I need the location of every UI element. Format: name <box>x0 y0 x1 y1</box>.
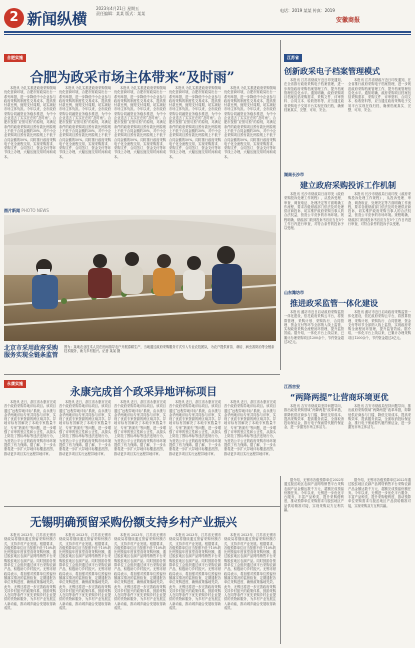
bottom-col-4: 本报讯 2023年，江苏省无锡市财政局将继续通过预留采购份额方式，支持乡村产业发展。根据要求，各级预算单位应当按照不低于10%的比例预留年度食堂食材采购份额，通过脱贫地区农副产品网络销售平台采购脱贫地区农副产品。同时鼓励各预算单位工会组织通过该平台采购农副产品，积极助力乡村振兴。无锡市财政局表示，将加强对预算单位预留份额落实情况的监督检查，定期通报各单位采购进度，确保政策落地见效。此外，无锡还将进一步完善政府采购支持乡村振兴的政策体系，鼓励采购人在同等条件下优先采购乡村企业提供的货物和服务，为乡村产业发展注入新动能，推动城乡融合发展取得新成效。 <box>169 533 221 611</box>
photo-caption-title: 北京市采用政府采购服务实现全链条监管 <box>4 345 59 359</box>
right-jiangsu-col-2: 本报讯 江苏省财政厅近日印发通知，在全省推行政府采购电子档案管理，进一步规范政府采购档案管理工作，提升档案管理信息化水平。通知明确，政府采购项目档案包括采购需求、采购文件、评审资料、合同文本、验收资料等，应当通过政府采购电子交易平台实现在线归档，确保档案真实、完整、可用、安全。 <box>348 78 411 113</box>
photo-caption: 图为：某地农业技术人员在田间指导农户开展春耕生产，当地通过政府采购服务方式引入专业农技团队，为农户提供育苗、栽培、病虫害防治等全链条技术服务，助力乡村振兴。记者 某某 摄 <box>64 345 275 354</box>
top-story-col-1: 本报讯 为扎实推进政府采购领域优化营商环境，合肥市财政局出台一系列举措，进一步降低中小企业参与政府采购的制度性交易成本，提高预付款比例，缩短支付周期，切实减轻市场主体负担。今年以来，全市政府采购合同融资业务稳步推进，为中小企业送去了实实在在的“及时雨”。合肥市按照“应预尽预”的原则，对满足条件的政府采购项目预付款比例原则上不低于合同金额的30%，对中小企业采购项目预付款比例原则上不低于合同金额的50%。同时推行政府采购电子化全流程交易，实现采购需求、采购文件、合同签订、资金支付等环节线上办理，大幅压缩交易时间和成本。 <box>4 86 56 159</box>
page-number-badge: 2 <box>4 8 24 28</box>
right-weifang-col-2: 本报讯 潍坊市近日启动政府采购监管一体化建设，依托政府采购云平台，将预算管理、采购计划、采购执行、合同管理、资金支付等环节全部纳入线上监管，实现政府采购全流程闭环管理，提升监管效能。据介绍，一体化平台上线以来，已累计办理采购项目1200余个，节约资金超过3亿元。 <box>348 310 411 340</box>
bottom-col-1: 本报讯 2023年，江苏省无锡市财政局将继续通过预留采购份额方式，支持乡村产业发展。根据要求，各级预算单位应当按照不低于10%的比例预留年度食堂食材采购份额，通过脱贫地区农副产品网络销售平台采购脱贫地区农副产品。同时鼓励各预算单位工会组织通过该平台采购农副产品，积极助力乡村振兴。无锡市财政局表示，将加强对预算单位预留份额落实情况的监督检查，定期通报各单位采购进度，确保政策落地见效。此外，无锡还将进一步完善政府采购支持乡村振兴的政策体系，鼓励采购人在同等条件下优先采购乡村企业提供的货物和服务，为乡村产业发展注入新动能，推动城乡融合发展取得新成效。 <box>4 533 56 611</box>
middle-story-tag: 永康实施 <box>4 380 26 388</box>
middle-col-1: 本报讯 近日，浙江省永康市完成首个政府采购异地评标项目。该项目通过“远程异地评标”系统，由永康与金华两地评标专家共同参与评审，实现了优质专家资源的跨区域共享。异地评标有效解决了本地专家数量不足、专家“熟面孔”等问题，进一步增强了评审的独立性和公正性，从源头上防范了围标串标等违法违规行为，为营造公平公正的政府采购市场环境提供了有力保障。据了解，下一步永康将进一步扩大异地评标覆盖范围，推动更多项目实行远程异地评审。 <box>4 400 56 456</box>
bottom-col-5: 本报讯 2023年，江苏省无锡市财政局将继续通过预留采购份额方式，支持乡村产业发展。根据要求，各级预算单位应当按照不低于10%的比例预留年度食堂食材采购份额，通过脱贫地区农副产品网络销售平台采购脱贫地区农副产品。同时鼓励各预算单位工会组织通过该平台采购农副产品，积极助力乡村振兴。无锡市财政局表示，将加强对预算单位预留份额落实情况的监督检查，定期通报各单位采购进度，确保政策落地见效。此外，无锡还将进一步完善政府采购支持乡村振兴的政策体系，鼓励采购人在同等条件下优先采购乡村企业提供的货物和服务，为乡村产业发展注入新动能，推动城乡融合发展取得新成效。 <box>224 533 276 611</box>
news-photo <box>4 215 276 341</box>
top-story-tag: 合肥实施 <box>4 54 26 62</box>
section-name: 新闻纵横 <box>27 10 88 28</box>
top-story-col-5: 本报讯 为扎实推进政府采购领域优化营商环境，合肥市财政局出台一系列举措，进一步降低中小企业参与政府采购的制度性交易成本，提高预付款比例，缩短支付周期，切实减轻市场主体负担。今年以来，全市政府采购合同融资业务稳步推进，为中小企业送去了实实在在的“及时雨”。合肥市按照“应预尽预”的原则，对满足条件的政府采购项目预付款比例原则上不低于合同金额的30%，对中小企业采购项目预付款比例原则上不低于合同金额的50%。同时推行政府采购电子化全流程交易，实现采购需求、采购文件、合同签订、资金支付等环节线上办理，大幅压缩交易时间和成本。 <box>224 86 276 159</box>
farm-photo-image <box>4 215 276 341</box>
right-tag-jian: 江西吉安 <box>284 384 300 389</box>
section-separator-2 <box>4 506 280 507</box>
right-tag-weifang: 山东潍坊市 <box>284 290 304 295</box>
bottom-story-title: 无锡明确预留采购份额支持乡村产业振兴 <box>30 515 237 529</box>
photo-news-label: 图片新闻 PHOTO NEWS <box>4 208 49 213</box>
column-divider-lower <box>280 476 281 644</box>
section-separator <box>4 374 280 375</box>
right-weifang-col-1: 本报讯 潍坊市近日启动政府采购监管一体化建设，依托政府采购云平台，将预算管理、采购计划、采购执行、合同管理、资金支付等环节全部纳入线上监管，实现政府采购全流程闭环管理，提升监管效能。据介绍，一体化平台上线以来，已累计办理采购项目1200余个，节约资金超过3亿元。 <box>284 310 344 345</box>
right-title-jian: “两降两提”让营商环境更优 <box>290 393 389 402</box>
middle-col-5: 本报讯 近日，浙江省永康市完成首个政府采购异地评标项目。该项目通过“远程异地评标”系统，由永康与金华两地评标专家共同参与评审，实现了优质专家资源的跨区域共享。异地评标有效解决了本地专家数量不足、专家“熟面孔”等问题，进一步增强了评审的独立性和公正性，从源头上防范了围标串标等违法违规行为，为营造公平公正的政府采购市场环境提供了有力保障。据了解，下一步永康将进一步扩大异地评标覆盖范围，推动更多项目实行远程异地评审。 <box>224 400 276 456</box>
right-title-weifang: 推进政采监管一体化建设 <box>290 299 378 308</box>
middle-col-3: 本报讯 近日，浙江省永康市完成首个政府采购异地评标项目。该项目通过“远程异地评标”系统，由永康与金华两地评标专家共同参与评审，实现了优质专家资源的跨区域共享。异地评标有效解决了本地专家数量不足、专家“熟面孔”等问题，进一步增强了评审的独立性和公正性，从源头上防范了围标串标等违法违规行为，为营造公平公正的政府采购市场环境提供了有力保障。据了解，下一步永康将进一步扩大异地评标覆盖范围，推动更多项目实行远程异地评审。 <box>114 400 166 456</box>
header-rule-thin <box>4 34 411 35</box>
bottom-right-col-2: 据介绍，无锡市各级预算单位2022年通过脱贫地区农副产品网络销售平台采购农副产品金额达数千万元，超额完成预留份额任务。今年以来，无锡进一步优化平台服务，丰富产品种类，提升采购便利度，推动预算单位采购需求与脱贫地区产品供给精准对接，实现采购双方互利共赢。 <box>348 478 411 508</box>
right-changsha-col-2: 本报讯 长沙市财政局日前印发《政府采购投诉处理工作规程》，从投诉受理、审查、调查取证、处理决定等方面明确工作流程，要求各级财政部门依法及时处理供应商投诉，切实维护政府采购当事人的合法权益，营造公平竞争的市场环境。规程明确，财政部门收到投诉书后应当在5个工作日内进行审查，对符合条件的投诉予以受理。 <box>348 192 411 227</box>
bottom-col-3: 本报讯 2023年，江苏省无锡市财政局将继续通过预留采购份额方式，支持乡村产业发展。根据要求，各级预算单位应当按照不低于10%的比例预留年度食堂食材采购份额，通过脱贫地区农副产品网络销售平台采购脱贫地区农副产品。同时鼓励各预算单位工会组织通过该平台采购农副产品，积极助力乡村振兴。无锡市财政局表示，将加强对预算单位预留份额落实情况的监督检查，定期通报各单位采购进度，确保政策落地见效。此外，无锡还将进一步完善政府采购支持乡村振兴的政策体系，鼓励采购人在同等条件下优先采购乡村企业提供的货物和服务，为乡村产业发展注入新动能，推动城乡融合发展取得新成效。 <box>114 533 166 611</box>
top-story-col-2: 本报讯 为扎实推进政府采购领域优化营商环境，合肥市财政局出台一系列举措，进一步降低中小企业参与政府采购的制度性交易成本，提高预付款比例，缩短支付周期，切实减轻市场主体负担。今年以来，全市政府采购合同融资业务稳步推进，为中小企业送去了实实在在的“及时雨”。合肥市按照“应预尽预”的原则，对满足条件的政府采购项目预付款比例原则上不低于合同金额的30%，对中小企业采购项目预付款比例原则上不低于合同金额的50%。同时推行政府采购电子化全流程交易，实现采购需求、采购文件、合同签订、资金支付等环节线上办理，大幅压缩交易时间和成本。 <box>59 86 111 159</box>
top-story-title: 合肥为政采市场主体带来“及时雨” <box>30 70 235 86</box>
top-story-col-3: 本报讯 为扎实推进政府采购领域优化营商环境，合肥市财政局出台一系列举措，进一步降低中小企业参与政府采购的制度性交易成本，提高预付款比例，缩短支付周期，切实减轻市场主体负担。今年以来，全市政府采购合同融资业务稳步推进，为中小企业送去了实实在在的“及时雨”。合肥市按照“应预尽预”的原则，对满足条件的政府采购项目预付款比例原则上不低于合同金额的30%，对中小企业采购项目预付款比例原则上不低于合同金额的50%。同时推行政府采购电子化全流程交易，实现采购需求、采购文件、合同签订、资金支付等环节线上办理，大幅压缩交易时间和成本。 <box>114 86 166 159</box>
paper-name: 安徽商报 <box>336 17 361 24</box>
right-changsha-col-1: 本报讯 长沙市财政局日前印发《政府采购投诉处理工作规程》，从投诉受理、审查、调查取证、处理决定等方面明确工作流程，要求各级财政部门依法及时处理供应商投诉，切实维护政府采购当事人的合法权益，营造公平竞争的市场环境。规程明确，财政部门收到投诉书后应当在5个工作日内进行审查，对符合条件的投诉予以受理。 <box>284 192 344 231</box>
bottom-col-2: 本报讯 2023年，江苏省无锡市财政局将继续通过预留采购份额方式，支持乡村产业发展。根据要求，各级预算单位应当按照不低于10%的比例预留年度食堂食材采购份额，通过脱贫地区农副产品网络销售平台采购脱贫地区农副产品。同时鼓励各预算单位工会组织通过该平台采购农副产品，积极助力乡村振兴。无锡市财政局表示，将加强对预算单位预留份额落实情况的监督检查，定期通报各单位采购进度，确保政策落地见效。此外，无锡还将进一步完善政府采购支持乡村振兴的政策体系，鼓励采购人在同等条件下优先采购乡村企业提供的货物和服务，为乡村产业发展注入新动能，推动城乡融合发展取得新成效。 <box>59 533 111 611</box>
right-jian-col-2: 本报讯 吉安市财政局坚持问题导向，推出政府采购领域“两降两提”改革举措，即降低供应商参与门槛、降低交易成本，提高采购效率、提高服务质量，全面取消投标保证金，推行电子保函替代履约保证金，进一步激发市场主体活力。 <box>348 404 411 430</box>
right-tag-changsha: 湖南长沙市 <box>284 172 304 177</box>
editor-line: 责任编辑：某某 版式：某某 <box>96 11 146 16</box>
middle-col-2: 本报讯 近日，浙江省永康市完成首个政府采购异地评标项目。该项目通过“远程异地评标”系统，由永康与金华两地评标专家共同参与评审，实现了优质专家资源的跨区域共享。异地评标有效解决了本地专家数量不足、专家“熟面孔”等问题，进一步增强了评审的独立性和公正性，从源头上防范了围标串标等违法违规行为，为营造公平公正的政府采购市场环境提供了有力保障。据了解，下一步永康将进一步扩大异地评标覆盖范围，推动更多项目实行远程异地评审。 <box>59 400 111 456</box>
middle-story-title: 永康完成首个政采异地评标项目 <box>70 386 217 398</box>
header-rule <box>4 31 411 33</box>
top-story-col-4: 本报讯 为扎实推进政府采购领域优化营商环境，合肥市财政局出台一系列举措，进一步降低中小企业参与政府采购的制度性交易成本，提高预付款比例，缩短支付周期，切实减轻市场主体负担。今年以来，全市政府采购合同融资业务稳步推进，为中小企业送去了实实在在的“及时雨”。合肥市按照“应预尽预”的原则，对满足条件的政府采购项目预付款比例原则上不低于合同金额的30%，对中小企业采购项目预付款比例原则上不低于合同金额的50%。同时推行政府采购电子化全流程交易，实现采购需求、采购文件、合同签订、资金支付等环节线上办理，大幅压缩交易时间和成本。 <box>169 86 221 159</box>
header-right-meta: 电话：2019 某某 传真：2019 <box>280 8 335 13</box>
column-divider <box>280 40 281 370</box>
right-title-jiangsu: 创新政采电子档案管理模式 <box>284 67 380 76</box>
right-jiangsu-col-1: 本报讯 江苏省财政厅近日印发通知，在全省推行政府采购电子档案管理，进一步规范政府采购档案管理工作，提升档案管理信息化水平。通知明确，政府采购项目档案包括采购需求、采购文件、评审资料、合同文本、验收资料等，应当通过政府采购电子交易平台实现在线归档，确保档案真实、完整、可用、安全。 <box>284 78 344 113</box>
middle-col-4: 本报讯 近日，浙江省永康市完成首个政府采购异地评标项目。该项目通过“远程异地评标”系统，由永康与金华两地评标专家共同参与评审，实现了优质专家资源的跨区域共享。异地评标有效解决了本地专家数量不足、专家“熟面孔”等问题，进一步增强了评审的独立性和公正性，从源头上防范了围标串标等违法违规行为，为营造公平公正的政府采购市场环境提供了有力保障。据了解，下一步永康将进一步扩大异地评标覆盖范围，推动更多项目实行远程异地评审。 <box>169 400 221 456</box>
page-header <box>0 0 415 42</box>
header-meta <box>96 6 145 16</box>
date-line: 2023年4月21日 星期五 <box>96 6 140 11</box>
right-jian-col-1: 本报讯 吉安市财政局坚持问题导向，推出政府采购领域“两降两提”改革举措，即降低供应商参与门槛、降低交易成本，提高采购效率、提高服务质量，全面取消投标保证金，推行电子保函替代履约保证金，进一步激发市场主体活力。 <box>284 404 344 430</box>
right-tag-jiangsu: 江苏省 <box>284 54 302 62</box>
bottom-right-col-1: 据介绍，无锡市各级预算单位2022年通过脱贫地区农副产品网络销售平台采购农副产品金额达数千万元，超额完成预留份额任务。今年以来，无锡进一步优化平台服务，丰富产品种类，提升采购便利度，推动预算单位采购需求与脱贫地区产品供给精准对接，实现采购双方互利共赢。 <box>284 478 344 513</box>
right-title-changsha: 建立政府采购投诉工作机制 <box>300 181 396 190</box>
